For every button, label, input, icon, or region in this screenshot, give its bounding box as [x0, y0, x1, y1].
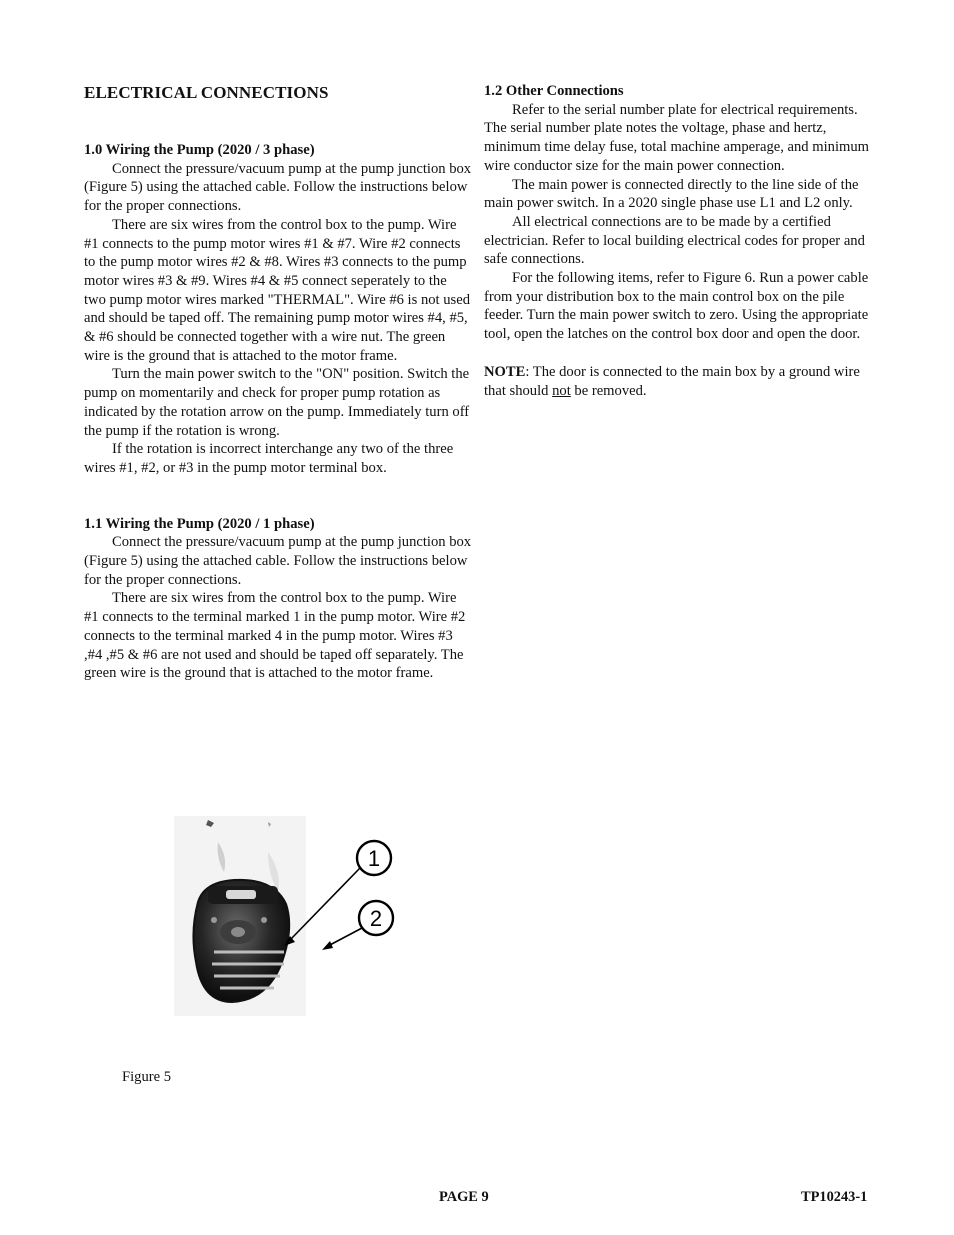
section-1-0-paragraph-4: If the rotation is incorrect interchange any two of the three wires #1, #2, or #3 in the pump motor terminal box. — [84, 441, 454, 476]
section-heading: ELECTRICAL CONNECTIONS — [84, 83, 329, 102]
right-column — [484, 82, 872, 400]
section-1-1-title: 1.1 Wiring the Pump (2020 / 1 phase) — [84, 515, 315, 532]
callout-2-label: 2 — [369, 906, 383, 931]
document-number: TP10243-1 — [801, 1189, 868, 1205]
pump-figure — [168, 812, 408, 1022]
section-1-0-paragraph-1: Connect the pressure/vacuum pump at the pump junction box (Figure 5) using the attached cable. Follow the instructions below for the proper connections. — [84, 160, 472, 215]
section-1-2-paragraph-3: All electrical connections are to be made by a certified electrician. Refer to local building electrical codes for proper and safe connections. — [484, 213, 865, 268]
left-column — [84, 82, 472, 683]
section-1-1-paragraph-1: Connect the pressure/vacuum pump at the pump junction box (Figure 5) using the attached cable. Follow the instructions below for the proper connections. — [84, 534, 472, 588]
section-1-0-paragraph-3: Turn the main power switch to the "ON" position. Switch the pump on momentarily and check for proper pump rotation as indicated by the rotation arrow on the pump. Immediately turn off the pump if the rotation is wrong. — [84, 366, 470, 439]
section-1-0-paragraph-2: There are six wires from the control box to the pump. Wire #1 connects to the pump motor wires #1 & #7. Wire #2 connects to the pump motor wires #2 & #8. Wires #3 connects to the pump motor wires #3 & #9. Wires #4 & #5 connect seperately to the two pump motor wires marked "THERMAL". Wire #6 is not used and should be taped off. The remaining pump motor wires #4, #5, & #6 should be connected together with a wire nut. The green wire is the ground that is attached to the motor frame. — [84, 216, 470, 364]
note-underlined-word: not — [552, 382, 571, 399]
note-paragraph — [484, 363, 872, 400]
note-text-after: be removed. — [570, 382, 647, 399]
note-label: NOTE — [484, 363, 526, 380]
section-1-2-paragraph-4: For the following items, refer to Figure 6. Run a power cable from your distribution box to the main control box on the pile feeder. Turn the main power switch to zero. Using the appropriate tool, open the latches on the control box door and open the door. — [484, 270, 869, 343]
page-number: PAGE 9 — [439, 1189, 489, 1205]
callout-1-label: 1 — [367, 846, 381, 871]
section-1-0-title: 1.0 Wiring the Pump (2020 / 3 phase) — [84, 142, 315, 158]
section-1-1-paragraph-2: There are six wires from the control box to the pump. Wire #1 connects to the terminal marked 1 in the pump motor. Wire #2 connects to the terminal marked 4 in the pump motor. Wires #3 ,#4 ,#5 & #6 are not used and should be taped off separately. The green wire is the ground that is attached to the motor frame. — [84, 590, 466, 682]
section-1-2-title: 1.2 Other Connections — [484, 83, 624, 99]
callout-2 — [322, 901, 393, 950]
figure-caption: Figure 5 — [122, 1069, 172, 1085]
section-1-2-paragraph-2: The main power is connected directly to the line side of the main power switch. In a 2020 single phase use L1 and L2 only. — [484, 176, 859, 212]
section-1-2-paragraph-1: Refer to the serial number plate for electrical requirements. The serial number plate notes the voltage, phase and hertz, minimum time delay fuse, total machine amperage, and minimum wire conductor size for the main power connection. — [484, 101, 870, 174]
note-text-before: : The door is connected to the main box by a ground wire that should — [484, 363, 860, 399]
